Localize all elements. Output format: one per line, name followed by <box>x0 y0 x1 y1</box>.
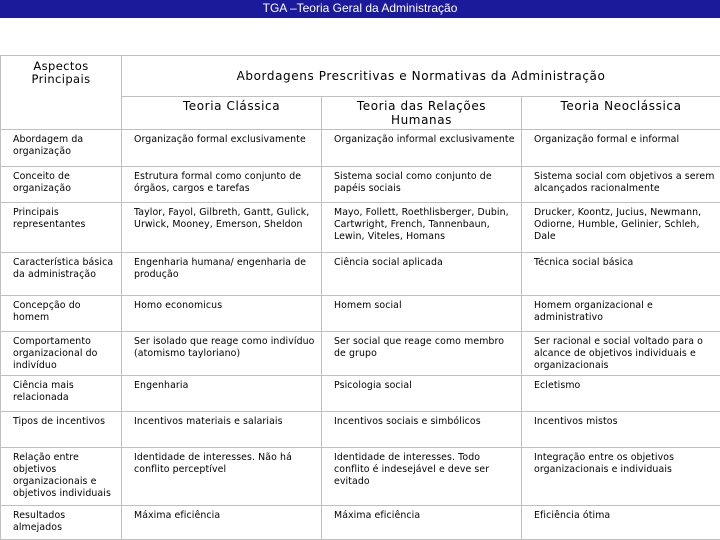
comparison-table <box>0 55 720 540</box>
row-label: Concepção do homem <box>1 296 122 332</box>
row-label: Principais representantes <box>1 203 122 253</box>
table-cell: Ciência social aplicada <box>322 253 522 296</box>
table-cell: Organização formal exclusivamente <box>122 130 322 167</box>
group-heading: Abordagens Prescritivas e Normativas da Administração <box>122 56 720 97</box>
table-cell: Incentivos materiais e salariais <box>122 412 322 448</box>
table-cell: Organização formal e informal <box>522 130 720 167</box>
row-label: Característica básica da administração <box>1 253 122 296</box>
table-cell: Incentivos mistos <box>522 412 720 448</box>
row-label: Ciência mais relacionada <box>1 376 122 412</box>
table-cell: Organização informal exclusivamente <box>322 130 522 167</box>
table-cell: Engenharia humana/ engenharia de produção <box>122 253 322 296</box>
table-cell: Ser racional e social voltado para o alcance de objetivos individuais e organizacionais <box>522 332 720 376</box>
column-header-classica: Teoria Clássica <box>122 97 322 130</box>
table-cell: Integração entre os objetivos organizacionais e individuais <box>522 448 720 506</box>
table-cell: Sistema social como conjunto de papéis sociais <box>322 167 522 203</box>
table-cell: Engenharia <box>122 376 322 412</box>
table-cell: Mayo, Follett, Roethlisberger, Dubin, Cartwright, French, Tannenbaun, Lewin, Viteles, Homans <box>322 203 522 253</box>
table-cell: Incentivos sociais e simbólicos <box>322 412 522 448</box>
row-label: Relação entre objetivos organizacionais e objetivos individuais <box>1 448 122 506</box>
table-cell: Eficiência ótima <box>522 506 720 540</box>
row-label: Comportamento organizacional do indivíduo <box>1 332 122 376</box>
table-cell: Ser social que reage como membro de grupo <box>322 332 522 376</box>
table-cell: Ser isolado que reage como indivíduo (atomismo tayloriano) <box>122 332 322 376</box>
table-cell: Máxima eficiência <box>122 506 322 540</box>
table-cell: Taylor, Fayol, Gilbreth, Gantt, Gulick, Urwick, Mooney, Emerson, Sheldon <box>122 203 322 253</box>
column-header-neoclassica: Teoria Neoclássica <box>522 97 720 130</box>
table-cell: Homem organizacional e administrativo <box>522 296 720 332</box>
row-label: Abordagem da organização <box>1 130 122 167</box>
table-cell: Identidade de interesses. Não há conflito perceptível <box>122 448 322 506</box>
table-cell: Técnica social básica <box>522 253 720 296</box>
table-cell: Ecletismo <box>522 376 720 412</box>
table-cell: Homem social <box>322 296 522 332</box>
table-cell: Identidade de interesses. Todo conflito é indesejável e deve ser evitado <box>322 448 522 506</box>
table-cell: Máxima eficiência <box>322 506 522 540</box>
slide-title: TGA –Teoria Geral da Administração <box>0 0 720 18</box>
row-label: Conceito de organização <box>1 167 122 203</box>
table-cell: Drucker, Koontz, Jucius, Newmann, Odiorne, Humble, Gelinier, Schleh, Dale <box>522 203 720 253</box>
row-label: Resultados almejados <box>1 506 122 540</box>
row-label: Tipos de incentivos <box>1 412 122 448</box>
table-cell: Homo economicus <box>122 296 322 332</box>
table-cell: Estrutura formal como conjunto de órgãos, cargos e tarefas <box>122 167 322 203</box>
corner-header: Aspectos Principais <box>1 56 122 130</box>
column-header-relacoes-humanas: Teoria das Relações Humanas <box>322 97 522 130</box>
table-cell: Sistema social com objetivos a serem alcançados racionalmente <box>522 167 720 203</box>
table-cell: Psicologia social <box>322 376 522 412</box>
